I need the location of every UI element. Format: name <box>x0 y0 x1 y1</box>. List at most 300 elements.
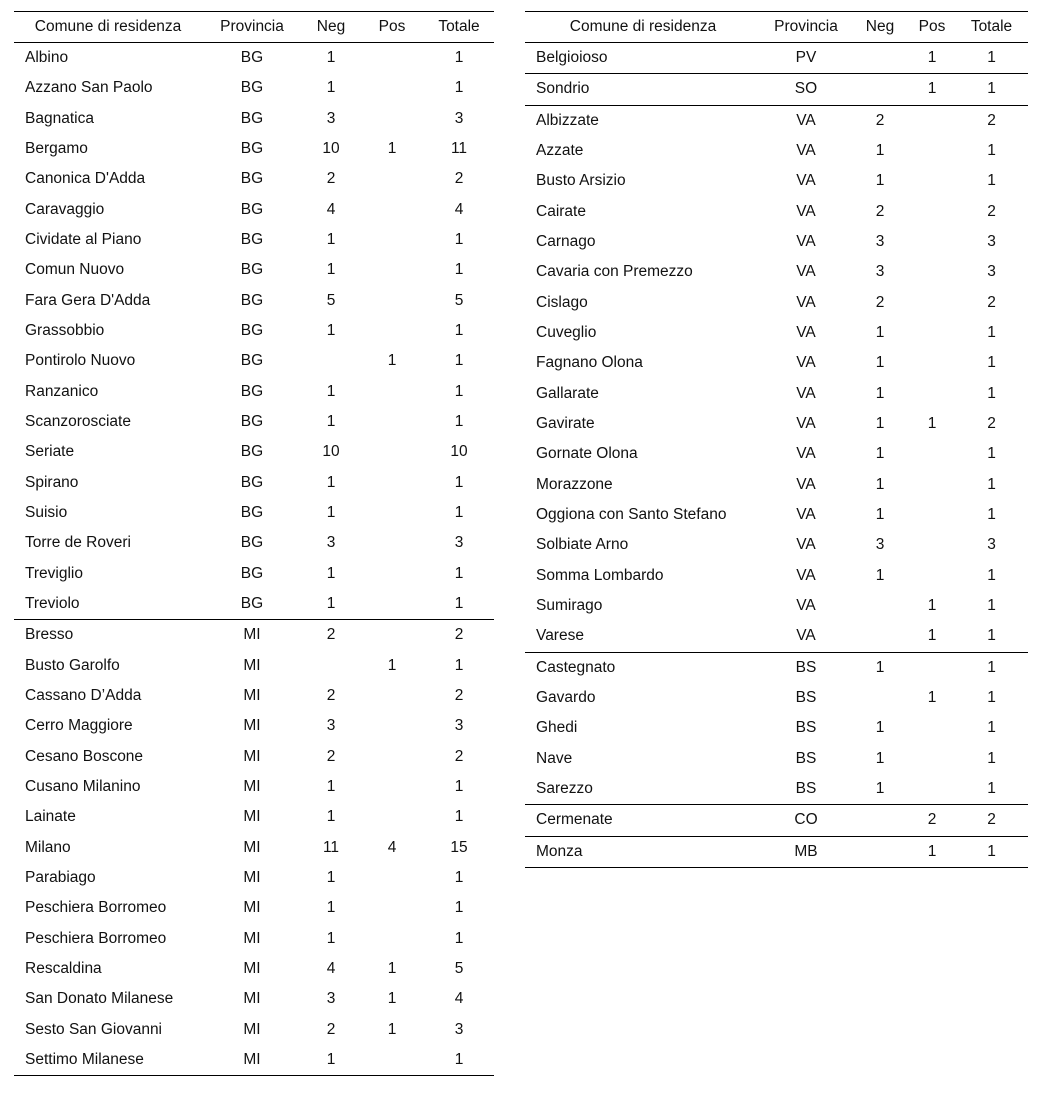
cell-neg: 1 <box>326 504 336 522</box>
cell-neg: 1 <box>326 778 336 796</box>
cell-comune: Cavaria con Premezzo <box>536 263 693 281</box>
cell-neg <box>851 591 909 621</box>
table-row <box>525 227 1028 257</box>
cell-neg: 2 <box>875 111 885 129</box>
cell-comune: Cuveglio <box>536 324 597 342</box>
cell-comune: Bergamo <box>25 140 88 158</box>
table-row <box>525 470 1028 500</box>
cell-totale: 15 <box>450 838 468 856</box>
cell-neg: 1 <box>326 929 336 947</box>
cell-pos <box>909 136 955 166</box>
cell-pos <box>909 652 955 683</box>
table-row <box>525 530 1028 560</box>
cell-pos <box>360 863 424 893</box>
cell-totale: 1 <box>454 322 464 340</box>
cell-provincia: MI <box>202 1045 302 1076</box>
cell-totale: 1 <box>454 261 464 279</box>
cell-comune: Carnago <box>536 233 596 251</box>
table-row <box>14 589 494 620</box>
header-totale: Totale <box>955 12 1028 43</box>
table-row <box>14 377 494 407</box>
cell-totale: 1 <box>454 49 464 67</box>
cell-neg: 1 <box>875 719 885 737</box>
cell-pos: 1 <box>387 352 397 370</box>
cell-comune: Busto Garolfo <box>25 656 120 674</box>
cell-pos: 1 <box>387 990 397 1008</box>
cell-totale: 5 <box>454 291 464 309</box>
cell-comune: Sondrio <box>525 74 761 105</box>
cell-comune: Canonica D'Adda <box>25 170 146 188</box>
table-row <box>14 43 494 74</box>
cell-provincia: VA <box>796 354 816 372</box>
header-pos: Pos <box>909 12 955 43</box>
table-row <box>14 528 494 558</box>
cell-totale: 2 <box>454 170 464 188</box>
table-row <box>14 195 494 225</box>
cell-neg: 1 <box>851 774 909 805</box>
cell-totale: 1 <box>987 324 996 342</box>
cell-totale: 2 <box>454 687 464 705</box>
cell-totale: 4 <box>454 990 464 1008</box>
cell-neg: 2 <box>326 747 336 765</box>
cell-pos <box>360 681 424 711</box>
cell-neg: 1 <box>326 79 336 97</box>
cell-totale: 2 <box>987 111 996 129</box>
table-row <box>525 105 1028 136</box>
cell-totale: 1 <box>454 352 464 370</box>
cell-comune: Cerro Maggiore <box>25 717 133 735</box>
cell-provincia: BG <box>240 49 264 67</box>
cell-neg: 1 <box>875 475 885 493</box>
cell-totale: 3 <box>454 717 464 735</box>
cell-provincia: BG <box>240 109 264 127</box>
table-row <box>14 620 494 651</box>
cell-neg: 1 <box>326 49 336 67</box>
cell-provincia: PV <box>761 43 851 74</box>
cell-comune: Gallarate <box>536 384 599 402</box>
cell-neg: 2 <box>326 170 336 188</box>
cell-neg: 2 <box>326 687 336 705</box>
cell-neg: 2 <box>326 1020 336 1038</box>
table-row <box>525 621 1028 652</box>
cell-pos: 4 <box>387 838 397 856</box>
cell-comune: Ghedi <box>536 719 578 737</box>
cell-totale: 2 <box>955 805 1028 836</box>
cell-neg: 1 <box>875 415 885 433</box>
cell-totale: 1 <box>454 899 464 917</box>
table-row <box>525 318 1028 348</box>
header-comune: Comune di residenza <box>14 12 202 43</box>
cell-neg: 1 <box>875 142 885 160</box>
cell-provincia: VA <box>796 263 816 281</box>
cell-provincia: MI <box>243 717 261 735</box>
table-row <box>14 559 494 589</box>
cell-provincia: BG <box>240 534 264 552</box>
cell-comune: Gavardo <box>536 689 596 707</box>
cell-comune: Sarezzo <box>525 774 761 805</box>
table-row <box>14 863 494 893</box>
cell-pos <box>360 711 424 741</box>
cell-neg: 1 <box>326 261 336 279</box>
table-row <box>525 591 1028 621</box>
cell-provincia: BG <box>240 352 264 370</box>
cell-comune: Cairate <box>536 202 586 220</box>
cell-totale: 1 <box>454 504 464 522</box>
cell-provincia: BG <box>240 200 264 218</box>
cell-neg <box>851 805 909 836</box>
table-row <box>525 197 1028 227</box>
cell-provincia: BG <box>240 231 264 249</box>
cell-totale: 1 <box>955 74 1028 105</box>
cell-pos <box>360 802 424 832</box>
cell-comune: Caravaggio <box>25 200 105 218</box>
cell-comune: Azzate <box>536 142 584 160</box>
cell-totale: 1 <box>424 1045 494 1076</box>
cell-comune: Ranzanico <box>25 382 99 400</box>
cell-comune: Gavirate <box>536 415 595 433</box>
cell-totale: 1 <box>955 43 1028 74</box>
cell-totale: 10 <box>450 443 468 461</box>
cell-pos <box>360 620 424 651</box>
cell-provincia: MI <box>243 808 261 826</box>
table-row <box>525 500 1028 530</box>
cell-provincia: VA <box>796 536 816 554</box>
residence-table-right <box>525 11 1028 868</box>
table-row <box>525 652 1028 683</box>
table-row <box>525 805 1028 836</box>
right-table-body <box>525 43 1028 868</box>
cell-pos <box>909 379 955 409</box>
cell-provincia: CO <box>761 805 851 836</box>
cell-comune: Comun Nuovo <box>25 261 125 279</box>
table-row <box>525 744 1028 774</box>
cell-totale: 1 <box>987 719 996 737</box>
cell-provincia: BG <box>240 322 264 340</box>
header-comune: Comune di residenza <box>525 12 761 43</box>
cell-neg: 4 <box>326 200 336 218</box>
cell-provincia: BS <box>795 749 817 767</box>
cell-comune: Gornate Olona <box>536 445 638 463</box>
table-row <box>525 836 1028 867</box>
cell-provincia: VA <box>761 621 851 652</box>
cell-comune: Parabiago <box>25 869 96 887</box>
cell-comune: Varese <box>525 621 761 652</box>
table-row <box>14 711 494 741</box>
cell-pos: 1 <box>927 415 937 433</box>
cell-totale: 1 <box>987 689 996 707</box>
header-provincia: Provincia <box>202 12 302 43</box>
cell-comune: Cusano Milanino <box>25 778 141 796</box>
cell-provincia: BS <box>795 719 817 737</box>
cell-provincia: VA <box>796 142 816 160</box>
cell-pos: 1 <box>387 960 397 977</box>
cell-comune: Bagnatica <box>25 109 94 127</box>
cell-neg <box>851 621 909 652</box>
table-row <box>14 498 494 528</box>
cell-totale: 2 <box>987 202 996 220</box>
cell-pos <box>360 316 424 346</box>
table-row <box>525 43 1028 74</box>
cell-neg: 1 <box>875 749 885 767</box>
cell-provincia: MI <box>243 626 261 644</box>
cell-pos <box>360 559 424 589</box>
cell-comune: Cividate al Piano <box>25 231 142 249</box>
table-row <box>525 348 1028 378</box>
cell-totale: 2 <box>987 293 996 311</box>
cell-comune: Treviolo <box>14 589 202 620</box>
cell-totale: 1 <box>454 778 464 796</box>
header-pos: Pos <box>360 12 424 43</box>
cell-totale: 1 <box>955 774 1028 805</box>
cell-comune: Scanzorosciate <box>25 413 131 431</box>
table-row <box>525 683 1028 713</box>
cell-provincia: BG <box>240 79 264 97</box>
cell-totale: 1 <box>987 566 996 584</box>
cell-provincia: SO <box>761 74 851 105</box>
cell-neg: 1 <box>875 566 885 584</box>
cell-provincia: MI <box>243 687 261 705</box>
cell-neg <box>851 74 909 105</box>
cell-provincia: VA <box>796 233 816 251</box>
table-row <box>525 713 1028 743</box>
cell-provincia: VA <box>796 597 816 615</box>
cell-neg <box>851 43 909 74</box>
table-row <box>14 772 494 802</box>
cell-neg: 4 <box>326 960 336 977</box>
cell-comune: Fagnano Olona <box>536 354 643 372</box>
table-row <box>14 407 494 437</box>
cell-provincia: MI <box>243 929 261 947</box>
cell-neg: 3 <box>875 536 885 554</box>
cell-pos <box>360 1045 424 1076</box>
table-row <box>14 1015 494 1045</box>
table-row <box>14 316 494 346</box>
cell-provincia: BG <box>240 413 264 431</box>
cell-pos <box>909 744 955 774</box>
cell-pos <box>909 166 955 196</box>
cell-totale: 1 <box>987 506 996 524</box>
cell-provincia: VA <box>796 566 816 584</box>
cell-pos <box>909 348 955 378</box>
cell-pos <box>360 286 424 316</box>
cell-totale: 3 <box>987 263 996 281</box>
cell-neg: 1 <box>326 413 336 431</box>
cell-totale: 1 <box>987 597 996 615</box>
cell-pos <box>360 498 424 528</box>
header-totale: Totale <box>424 12 494 43</box>
cell-provincia: VA <box>796 202 816 220</box>
cell-provincia: BG <box>240 170 264 188</box>
cell-pos <box>909 227 955 257</box>
cell-neg: 3 <box>875 263 885 281</box>
cell-pos <box>909 774 955 805</box>
cell-neg: 1 <box>875 172 885 190</box>
cell-totale: 1 <box>987 749 996 767</box>
cell-provincia: VA <box>796 415 816 433</box>
cell-provincia: VA <box>796 172 816 190</box>
table-row <box>14 1045 494 1076</box>
cell-comune: Peschiera Borromeo <box>25 899 167 917</box>
table-row <box>14 134 494 164</box>
cell-totale: 1 <box>454 808 464 826</box>
cell-pos: 1 <box>387 656 397 674</box>
cell-neg: 1 <box>326 231 336 249</box>
cell-totale: 1 <box>454 869 464 887</box>
cell-pos: 1 <box>927 689 937 707</box>
cell-comune: Cislago <box>536 293 588 311</box>
cell-pos <box>909 257 955 287</box>
table-row <box>14 954 494 984</box>
cell-provincia: BG <box>240 291 264 309</box>
cell-totale: 5 <box>454 960 464 977</box>
cell-provincia: BG <box>240 504 264 522</box>
cell-provincia: MI <box>243 838 261 856</box>
cell-comune: Oggiona con Santo Stefano <box>536 506 727 524</box>
cell-provincia: VA <box>796 111 816 129</box>
table-row <box>14 104 494 134</box>
header-neg: Neg <box>302 12 360 43</box>
cell-comune: Busto Arsizio <box>536 172 626 190</box>
cell-pos <box>909 561 955 591</box>
table-row <box>14 681 494 711</box>
cell-neg: 1 <box>875 324 885 342</box>
cell-neg: 2 <box>326 626 336 644</box>
cell-pos <box>360 73 424 103</box>
cell-pos <box>360 742 424 772</box>
table-row <box>525 379 1028 409</box>
cell-comune: Sesto San Giovanni <box>25 1020 163 1038</box>
cell-pos <box>909 288 955 318</box>
cell-neg <box>302 651 360 681</box>
cell-pos <box>909 105 955 136</box>
cell-comune: Treviglio <box>25 564 83 582</box>
cell-neg: 1 <box>875 354 885 372</box>
cell-provincia: VA <box>796 324 816 342</box>
cell-neg: 3 <box>326 109 336 127</box>
cell-totale: 1 <box>454 656 464 674</box>
cell-provincia: MI <box>243 899 261 917</box>
table-row <box>14 164 494 194</box>
cell-comune: San Donato Milanese <box>25 990 174 1008</box>
cell-totale: 3 <box>987 536 996 554</box>
cell-provincia: BS <box>795 658 817 676</box>
cell-provincia: MI <box>243 960 261 977</box>
table-row <box>525 561 1028 591</box>
cell-totale: 3 <box>454 1020 464 1038</box>
cell-pos <box>360 195 424 225</box>
table-row <box>14 437 494 467</box>
cell-provincia: BG <box>240 443 264 461</box>
cell-provincia: MI <box>243 778 261 796</box>
table-row <box>525 166 1028 196</box>
table-row <box>14 346 494 376</box>
cell-comune: Sumirago <box>536 597 603 615</box>
table-row <box>525 439 1028 469</box>
cell-neg: 3 <box>875 233 885 251</box>
cell-pos <box>360 437 424 467</box>
cell-totale: 2 <box>454 626 464 644</box>
cell-comune: Pontirolo Nuovo <box>25 352 136 370</box>
table-row <box>14 651 494 681</box>
cell-comune: Fara Gera D'Adda <box>25 291 151 309</box>
cell-totale: 2 <box>987 415 996 433</box>
cell-comune: Castegnato <box>536 658 616 676</box>
cell-pos: 1 <box>909 621 955 652</box>
cell-comune: Cesano Boscone <box>25 747 144 765</box>
cell-neg: 2 <box>875 293 885 311</box>
cell-totale: 1 <box>454 382 464 400</box>
header-neg: Neg <box>851 12 909 43</box>
cell-pos <box>909 530 955 560</box>
cell-neg: 3 <box>326 534 336 552</box>
cell-totale: 1 <box>987 658 996 676</box>
cell-neg <box>851 836 909 867</box>
cell-pos <box>909 439 955 469</box>
cell-pos <box>909 470 955 500</box>
cell-neg: 2 <box>875 202 885 220</box>
cell-provincia: VA <box>796 506 816 524</box>
cell-pos: 1 <box>909 74 955 105</box>
cell-totale: 1 <box>987 475 996 493</box>
cell-pos: 1 <box>387 140 397 158</box>
cell-totale: 1 <box>987 445 996 463</box>
cell-pos <box>360 407 424 437</box>
table-row <box>525 288 1028 318</box>
cell-pos <box>360 772 424 802</box>
table-row <box>14 802 494 832</box>
cell-pos <box>360 164 424 194</box>
cell-totale: 1 <box>424 589 494 620</box>
cell-neg: 10 <box>322 443 340 461</box>
cell-neg: 1 <box>302 589 360 620</box>
cell-provincia: BG <box>240 382 264 400</box>
cell-pos <box>360 468 424 498</box>
cell-comune: Settimo Milanese <box>14 1045 202 1076</box>
cell-comune: Azzano San Paolo <box>25 79 153 97</box>
cell-neg: 1 <box>326 382 336 400</box>
cell-comune: Suisio <box>25 504 68 522</box>
cell-comune: Belgioioso <box>525 43 761 74</box>
cell-provincia: MI <box>243 656 261 674</box>
cell-pos: 1 <box>927 597 937 615</box>
cell-provincia: VA <box>796 475 816 493</box>
cell-comune: Bresso <box>25 626 74 644</box>
residence-table-left <box>14 11 494 1076</box>
cell-comune: Monza <box>525 836 761 867</box>
cell-neg: 1 <box>875 445 885 463</box>
cell-totale: 1 <box>454 564 464 582</box>
cell-comune: Milano <box>25 838 71 856</box>
cell-pos: 1 <box>909 836 955 867</box>
cell-comune: Somma Lombardo <box>536 566 664 584</box>
cell-neg <box>851 683 909 713</box>
table-row <box>14 984 494 1014</box>
cell-pos <box>360 528 424 558</box>
cell-comune: Peschiera Borromeo <box>25 929 167 947</box>
cell-totale: 1 <box>955 836 1028 867</box>
cell-neg: 1 <box>326 899 336 917</box>
cell-provincia: BG <box>240 140 264 158</box>
cell-neg: 10 <box>322 140 340 158</box>
cell-comune: Seriate <box>25 443 75 461</box>
cell-pos <box>909 318 955 348</box>
header-provincia: Provincia <box>761 12 851 43</box>
cell-pos <box>909 197 955 227</box>
table-row <box>14 286 494 316</box>
cell-pos <box>909 500 955 530</box>
cell-pos <box>360 377 424 407</box>
cell-totale: 4 <box>454 200 464 218</box>
